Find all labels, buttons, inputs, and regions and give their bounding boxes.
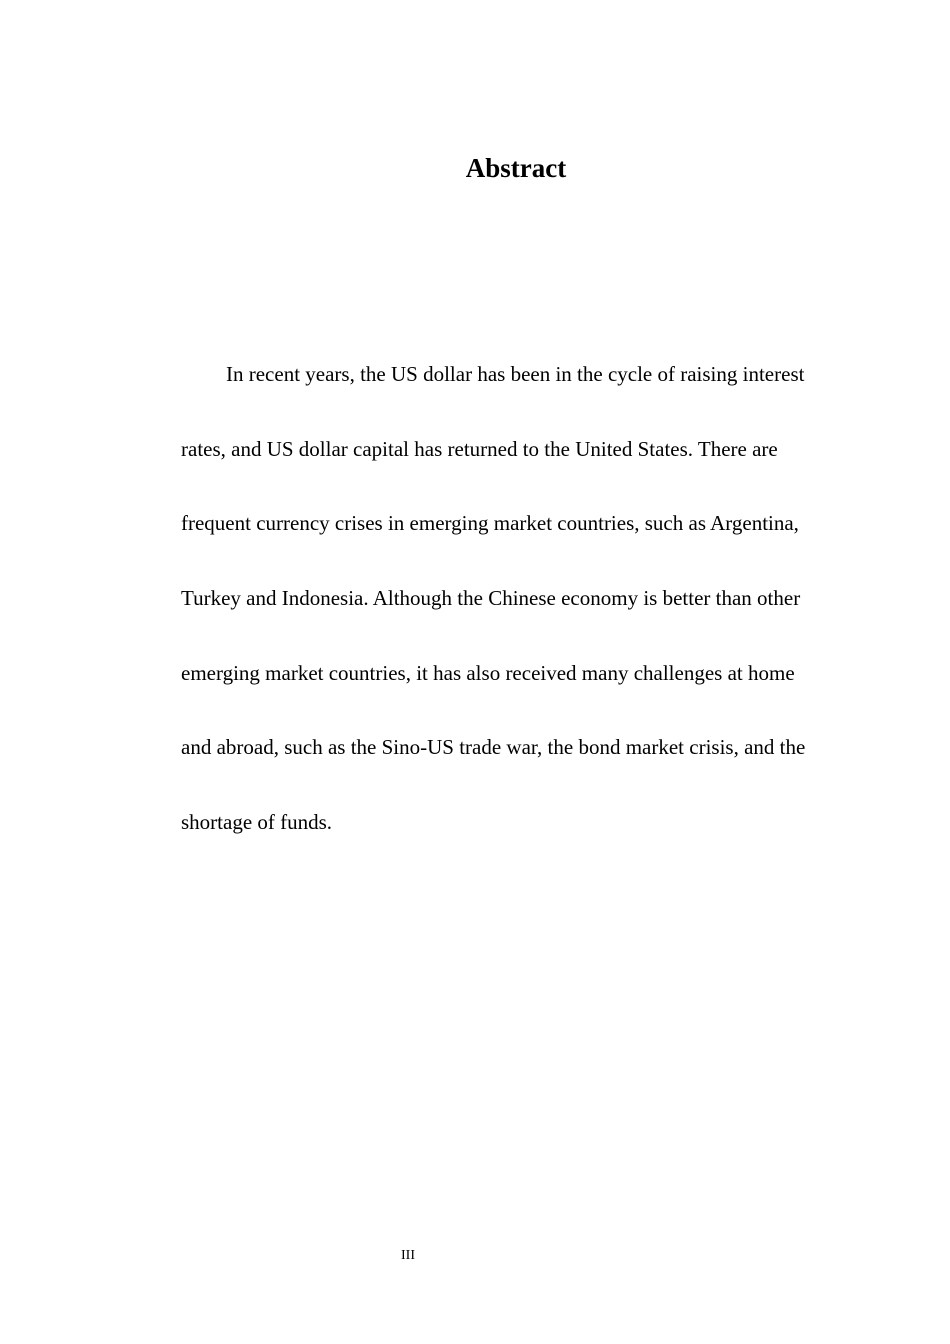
abstract-line: and abroad, such as the Sino-US trade war, the bond market crisis, and the (181, 735, 806, 760)
abstract-line: shortage of funds. (181, 810, 333, 835)
abstract-line: Turkey and Indonesia. Although the Chinese economy is better than other (181, 586, 801, 611)
abstract-line: frequent currency crises in emerging market countries, such as Argentina, (181, 511, 799, 536)
abstract-line: rates, and US dollar capital has returned to the United States. There are (181, 436, 778, 461)
abstract-line: emerging market countries, it has also received many challenges at home (181, 660, 795, 685)
abstract-line: In recent years, the US dollar has been in the cycle of raising interest (226, 362, 805, 386)
page-title: Abstract (465, 153, 567, 183)
page-number: III (401, 1248, 415, 1263)
abstract-paragraph (181, 337, 849, 860)
